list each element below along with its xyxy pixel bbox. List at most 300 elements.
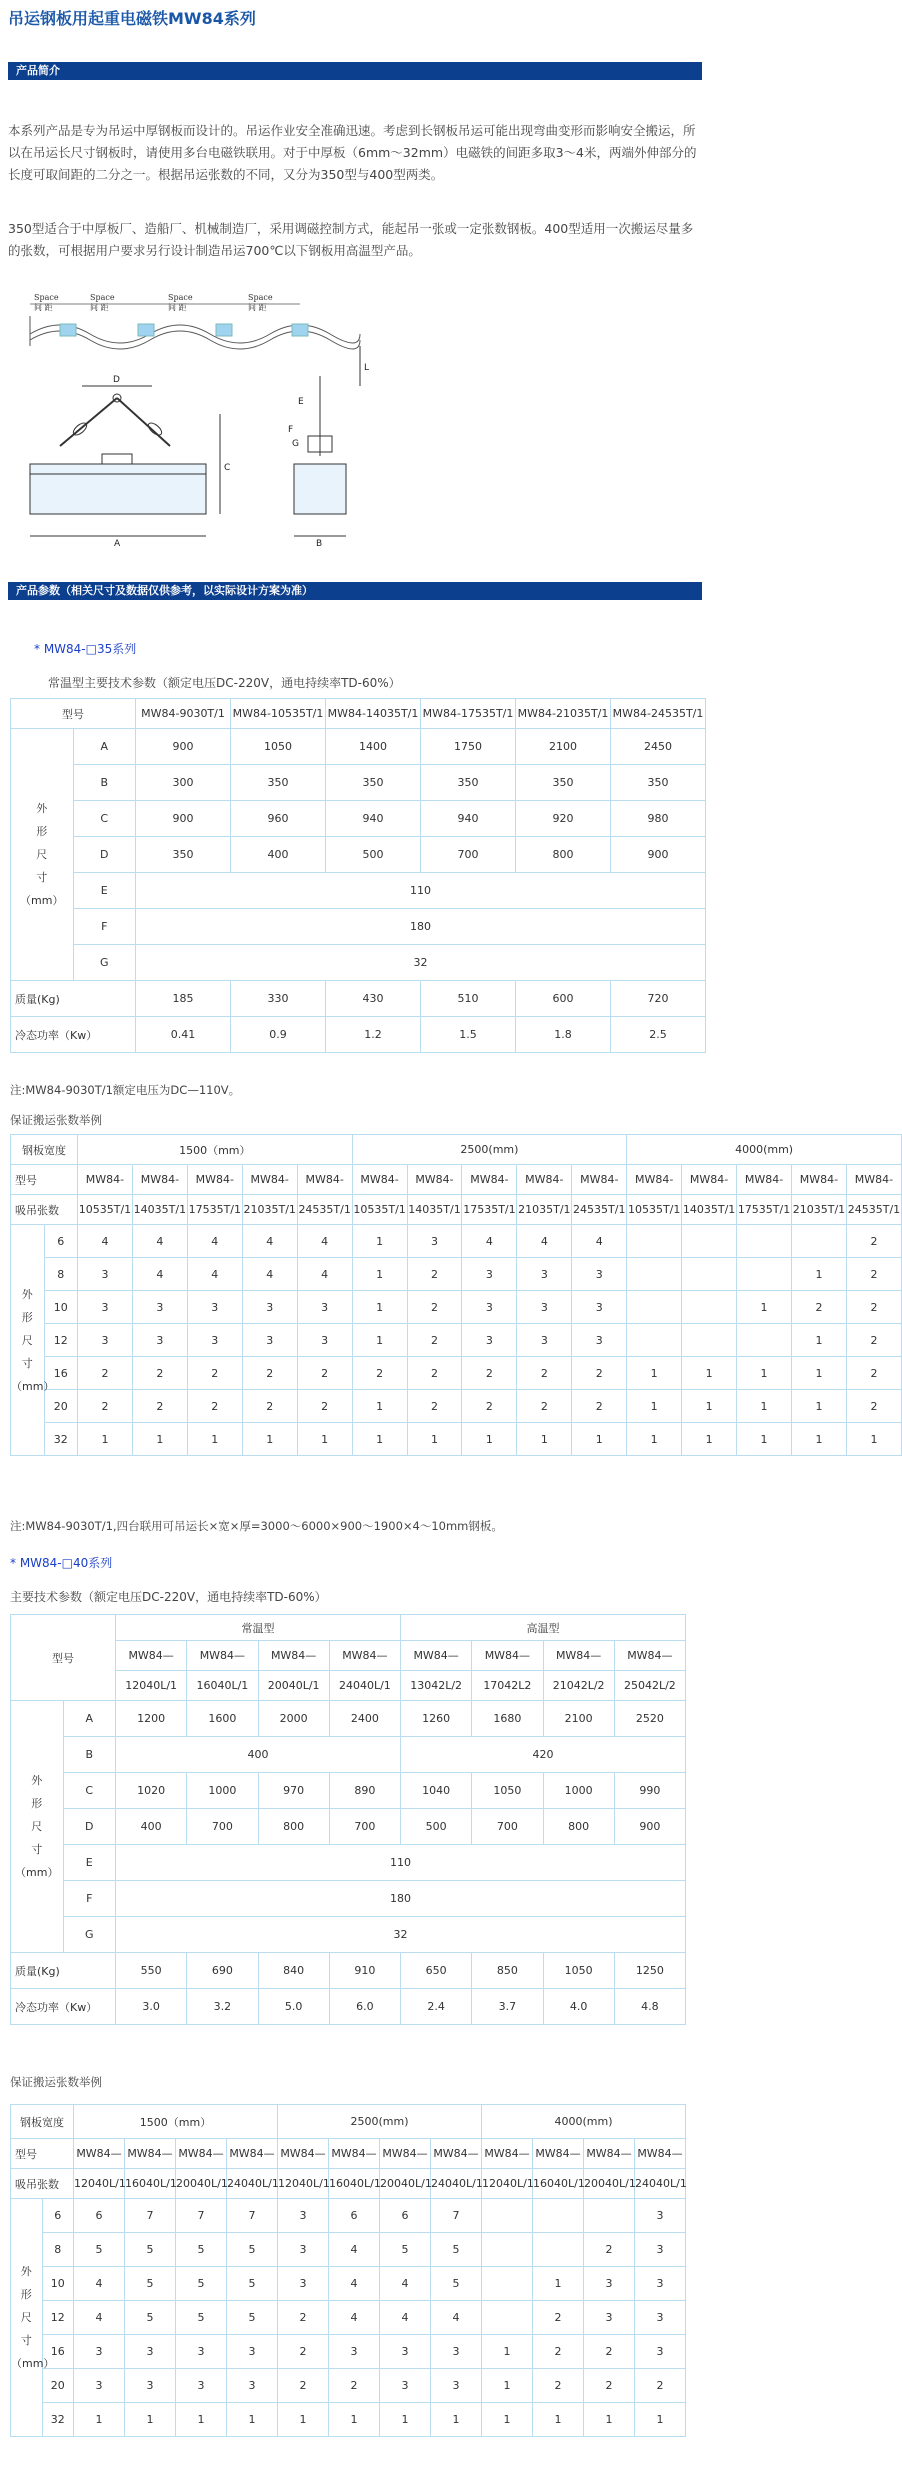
dim-value: 1680: [472, 1701, 543, 1737]
width-header: 1500（mm）: [78, 1135, 353, 1165]
model-name: MW84-14035T/1: [326, 699, 421, 729]
model-bottom: 14035T/1: [132, 1195, 187, 1225]
series-35-subtitle: 常温型主要技术参数（额定电压DC-220V，通电持续率TD-60%）: [48, 676, 401, 690]
model-top: MW84-: [791, 1165, 846, 1195]
lift-count: 3: [187, 1291, 242, 1324]
lift-count: 4: [74, 2301, 125, 2335]
lift-count: [682, 1291, 737, 1324]
model-top: MW84—: [278, 2139, 329, 2169]
model-top: MW84—: [380, 2139, 431, 2169]
lift-count: 4: [74, 2267, 125, 2301]
lift-row: [11, 1423, 902, 1456]
dim-row: [11, 1917, 686, 1953]
lift-count: 1: [352, 1324, 407, 1357]
lift-count: 3: [431, 2335, 482, 2369]
lift-count: 3: [78, 1291, 133, 1324]
width-label: 钢板宽度: [11, 2105, 74, 2139]
dims-label-char: 形: [21, 1310, 33, 1324]
space-cn-1: 间 距: [34, 303, 53, 312]
model-name: MW84-10535T/1: [231, 699, 326, 729]
dim-value: 1600: [187, 1701, 258, 1737]
dims-label-char: 形: [20, 2288, 32, 2301]
space-label-2: Space: [90, 293, 115, 302]
lift-count: [737, 1225, 792, 1258]
dim-value: 1750: [421, 729, 516, 765]
dims-label-char: 外: [20, 2265, 32, 2278]
thickness: 12: [44, 1324, 78, 1357]
lift-count: 2: [791, 1291, 846, 1324]
power-value: 2.4: [401, 1989, 472, 2025]
width-label: 钢板宽度: [11, 1135, 78, 1165]
count-row: [11, 1195, 902, 1225]
lift-count: 3: [278, 2267, 329, 2301]
lift-count: 3: [462, 1324, 517, 1357]
lift-count: [482, 2233, 533, 2267]
model-top: MW84—: [543, 1641, 614, 1671]
dim-value: 32: [116, 1917, 686, 1953]
lift-row: [11, 2335, 686, 2369]
lift-count: 4: [132, 1225, 187, 1258]
dim-value: 2100: [543, 1701, 614, 1737]
model-top: MW84—: [227, 2139, 278, 2169]
lift-count: 2: [846, 1225, 901, 1258]
lift-count: 5: [125, 2233, 176, 2267]
lift-count: 4: [329, 2301, 380, 2335]
lift-count: 3: [635, 2301, 686, 2335]
lift-count: 7: [176, 2199, 227, 2233]
lift-count: 1: [74, 2403, 125, 2437]
model-row: [11, 1165, 902, 1195]
lift-count: [682, 1258, 737, 1291]
dim-value: 400: [116, 1809, 187, 1845]
lift-count: 3: [462, 1258, 517, 1291]
lift-count: 1: [352, 1258, 407, 1291]
dims-label-char: 形: [36, 825, 48, 838]
dim-value: 890: [329, 1773, 400, 1809]
lift-count: 3: [517, 1291, 572, 1324]
lift-count: 5: [431, 2233, 482, 2267]
lift-count: 1: [352, 1291, 407, 1324]
count-row: [11, 2169, 686, 2199]
width-header: 2500(mm): [278, 2105, 482, 2139]
lift-count: 3: [431, 2369, 482, 2403]
lift-count: 4: [572, 1225, 627, 1258]
model-top: MW84—: [258, 1641, 329, 1671]
thickness: 20: [44, 1390, 78, 1423]
dims-label-char: 尺: [20, 2311, 32, 2324]
lift-count: 4: [329, 2233, 380, 2267]
thickness: 10: [44, 1291, 78, 1324]
lift-count: 3: [278, 2233, 329, 2267]
lift-count: 1: [242, 1423, 297, 1456]
dim-value: 800: [516, 837, 611, 873]
mass-value: 600: [516, 981, 611, 1017]
lift-count: 2: [78, 1390, 133, 1423]
dim-row: [11, 1737, 686, 1773]
lift-count: [482, 2301, 533, 2335]
lift-count: 1: [431, 2403, 482, 2437]
lift-count: 3: [227, 2369, 278, 2403]
dims-label-char: （mm）: [20, 894, 64, 907]
width-row: [11, 1135, 902, 1165]
thickness: 16: [42, 2335, 74, 2369]
series-35-lift-note: 注:MW84-9030T/1,四台联用可吊运长×宽×厚=3000～6000×900～1900×4～10mm钢板。: [10, 1519, 503, 1533]
dim-key: C: [63, 1773, 116, 1809]
lift-count: 7: [125, 2199, 176, 2233]
lift-count: 3: [635, 2267, 686, 2301]
mass-row: [11, 1953, 686, 1989]
lift-count: [682, 1225, 737, 1258]
lift-count: 1: [482, 2335, 533, 2369]
lift-row: [11, 2267, 686, 2301]
dim-key: G: [73, 945, 136, 981]
lift-count: 2: [635, 2369, 686, 2403]
group-row: [11, 1615, 686, 1641]
lift-count: 2: [572, 1390, 627, 1423]
lift-count: 5: [125, 2267, 176, 2301]
lift-count: 1: [627, 1357, 682, 1390]
lift-count: 6: [329, 2199, 380, 2233]
mass-value: 690: [187, 1953, 258, 1989]
mass-value: 510: [421, 981, 516, 1017]
model-bottom: 10535T/1: [78, 1195, 133, 1225]
lift-count: 6: [380, 2199, 431, 2233]
lift-count: 2: [329, 2369, 380, 2403]
lift-count: 1: [352, 1225, 407, 1258]
dim-value: 2100: [516, 729, 611, 765]
model-top: MW84-: [242, 1165, 297, 1195]
power-label: 冷态功率（Kw）: [11, 1989, 116, 2025]
lift-count: 1: [278, 2403, 329, 2437]
dims-label-char: 外: [31, 1774, 43, 1787]
model-top: MW84—: [614, 1641, 685, 1671]
power-value: 1.2: [326, 1017, 421, 1053]
dims-label: [11, 1225, 55, 1456]
dim-value: 1000: [543, 1773, 614, 1809]
lift-count: 3: [242, 1324, 297, 1357]
dim-value: 960: [231, 801, 326, 837]
model-bottom: 21042L/2: [543, 1671, 614, 1701]
lift-count: 3: [572, 1258, 627, 1291]
lift-count: 2: [278, 2335, 329, 2369]
model-bottom: 12040L/1: [482, 2169, 533, 2199]
model-bottom: 16040L/1: [125, 2169, 176, 2199]
lift-count: 2: [352, 1357, 407, 1390]
dim-key: D: [63, 1809, 116, 1845]
lift-count: 3: [329, 2335, 380, 2369]
page-title: 吊运钢板用起重电磁铁MW84系列: [8, 9, 256, 28]
power-value: 4.0: [543, 1989, 614, 2025]
lift-count: 2: [533, 2335, 584, 2369]
group-high: 高温型: [401, 1615, 686, 1641]
lift-count: 3: [380, 2369, 431, 2403]
lift-count: 1: [187, 1423, 242, 1456]
dims-label-char: 形: [31, 1797, 43, 1810]
lift-row: [11, 1390, 902, 1423]
lift-count: 2: [407, 1258, 462, 1291]
dim-value: 1260: [401, 1701, 472, 1737]
thickness: 8: [44, 1258, 78, 1291]
width-header: 4000(mm): [482, 2105, 686, 2139]
power-value: 5.0: [258, 1989, 329, 2025]
lift-count: 1: [737, 1423, 792, 1456]
lift-count: 1: [791, 1423, 846, 1456]
dims-label-char: （mm）: [11, 2357, 55, 2370]
power-value: 3.7: [472, 1989, 543, 2025]
lift-count: [737, 1324, 792, 1357]
width-header: 4000(mm): [627, 1135, 902, 1165]
dim-label-c: C: [224, 463, 231, 473]
model-bottom: 16040L/1: [187, 1671, 258, 1701]
mass-row: [11, 981, 706, 1017]
lift-count: 6: [74, 2199, 125, 2233]
lift-count: 3: [74, 2335, 125, 2369]
thickness: 6: [44, 1225, 78, 1258]
width-header: 1500（mm）: [74, 2105, 278, 2139]
model-top: MW84—: [125, 2139, 176, 2169]
lift-count: 4: [329, 2267, 380, 2301]
lift-count: 2: [278, 2369, 329, 2403]
model-top: MW84—: [584, 2139, 635, 2169]
lift-count: 2: [132, 1390, 187, 1423]
dim-value: 350: [231, 765, 326, 801]
dim-value: 2520: [614, 1701, 685, 1737]
model-top: MW84-: [846, 1165, 901, 1195]
model-top: MW84-: [352, 1165, 407, 1195]
dim-label-b: B: [316, 539, 323, 549]
model-bottom: 20040L/1: [380, 2169, 431, 2199]
dim-value: 420: [401, 1737, 686, 1773]
dim-value: 1050: [472, 1773, 543, 1809]
dims-label-char: 尺: [36, 848, 48, 861]
dim-value: 900: [136, 801, 231, 837]
lift-count: 3: [517, 1258, 572, 1291]
dims-label-char: 尺: [21, 1333, 33, 1347]
dim-value: 900: [136, 729, 231, 765]
series-40-lift-table: [10, 2104, 686, 2437]
model-top: MW84-: [297, 1165, 352, 1195]
mass-value: 1250: [614, 1953, 685, 1989]
dims-label-char: 尺: [31, 1820, 43, 1833]
dim-value: 700: [472, 1809, 543, 1845]
lift-count: 1: [533, 2403, 584, 2437]
lift-count: 5: [125, 2301, 176, 2335]
dims-label-char: 寸: [36, 871, 48, 884]
model-top: MW84—: [401, 1641, 472, 1671]
lift-count: 1: [627, 1390, 682, 1423]
dim-row: [11, 1881, 686, 1917]
lift-count: [482, 2199, 533, 2233]
lift-count: 3: [635, 2199, 686, 2233]
lift-count: 3: [132, 1291, 187, 1324]
dims-label: [11, 2199, 55, 2437]
dim-key: B: [73, 765, 136, 801]
lift-count: 2: [407, 1324, 462, 1357]
model-bottom: 21035T/1: [517, 1195, 572, 1225]
lift-count: 1: [482, 2369, 533, 2403]
model-top: MW84-: [627, 1165, 682, 1195]
dims-label-char: 寸: [21, 1356, 33, 1370]
dim-value: 1000: [187, 1773, 258, 1809]
model-top: MW84-: [78, 1165, 133, 1195]
series-35-title: * MW84-□35系列: [34, 642, 137, 656]
lift-count: 3: [187, 1324, 242, 1357]
mass-value: 840: [258, 1953, 329, 1989]
dim-key: A: [73, 729, 136, 765]
dim-label-a: A: [114, 539, 121, 549]
mass-value: 850: [472, 1953, 543, 1989]
dims-label-char: （mm）: [15, 1866, 59, 1879]
dim-key: E: [63, 1845, 116, 1881]
dim-key: A: [63, 1701, 116, 1737]
lift-count: 3: [517, 1324, 572, 1357]
lift-count: [627, 1291, 682, 1324]
lift-count: 4: [462, 1225, 517, 1258]
lift-count: 7: [227, 2199, 278, 2233]
intro-paragraph-1: 本系列产品是专为吊运中厚钢板而设计的。吊运作业安全准确迅速。考虑到长钢板吊运可能出现弯曲变形而影响安全搬运，所以在吊运长尺寸钢板时，请使用多台电磁铁联用。对于中厚板（6mm～32mm）电磁铁的间距多取3～4米，两端外伸部分的长度可取间距的二分之一。根据吊运张数的不同，又分为350型与400型两类。: [8, 123, 697, 182]
model-bottom: 16040L/1: [329, 2169, 380, 2199]
lift-count: 2: [407, 1357, 462, 1390]
model-label: 型号: [11, 2139, 74, 2169]
lift-count: 2: [278, 2301, 329, 2335]
dim-value: 900: [614, 1809, 685, 1845]
lift-count: 1: [846, 1423, 901, 1456]
dim-row: [11, 1845, 686, 1881]
lift-count: 1: [380, 2403, 431, 2437]
series-35-lift-table: [10, 1134, 902, 1456]
lift-count: 1: [227, 2403, 278, 2437]
dim-value: 400: [231, 837, 326, 873]
lift-count: 3: [584, 2267, 635, 2301]
lift-count: 2: [572, 1357, 627, 1390]
dim-row: [11, 1701, 686, 1737]
thickness: 8: [42, 2233, 74, 2267]
lift-row: [11, 1291, 902, 1324]
power-value: 1.8: [516, 1017, 611, 1053]
lift-count: 4: [297, 1225, 352, 1258]
dim-value: 940: [421, 801, 516, 837]
dim-value: 400: [116, 1737, 401, 1773]
power-value: 3.0: [116, 1989, 187, 2025]
model-label: 型号: [11, 1615, 116, 1701]
lift-count: 3: [78, 1258, 133, 1291]
dim-value: 700: [421, 837, 516, 873]
series-40-spec-table: [10, 1614, 686, 2025]
dim-row: [11, 1773, 686, 1809]
model-top: MW84—: [635, 2139, 686, 2169]
lift-count: 2: [187, 1390, 242, 1423]
dim-value: 700: [187, 1809, 258, 1845]
lift-count: 5: [176, 2233, 227, 2267]
space-label-1: Space: [34, 293, 59, 302]
model-top: MW84-: [682, 1165, 737, 1195]
intro-paragraph-2: 350型适合于中厚板厂、造船厂、机械制造厂，采用调磁控制方式，能起吊一张或一定张数钢板。400型适用一次搬运尽量多的张数，可根据用户要求另行设计制造吊运700℃以下钢板用高温型产品。: [8, 221, 694, 258]
lift-count: [627, 1225, 682, 1258]
dim-label-g: G: [292, 439, 299, 449]
dim-value: 700: [329, 1809, 400, 1845]
lift-count: 5: [176, 2267, 227, 2301]
dim-label-f: F: [288, 425, 294, 435]
model-bottom: 20040L/1: [176, 2169, 227, 2199]
thickness: 20: [42, 2369, 74, 2403]
lift-row: [11, 1324, 902, 1357]
mass-value: 430: [326, 981, 421, 1017]
dim-key: F: [63, 1881, 116, 1917]
group-normal: 常温型: [116, 1615, 401, 1641]
model-top: MW84—: [329, 1641, 400, 1671]
dim-value: 920: [516, 801, 611, 837]
lift-count: 1: [297, 1423, 352, 1456]
series-40-lift-title: 保证搬运张数举例: [10, 2075, 102, 2089]
lift-count: 2: [462, 1390, 517, 1423]
thickness: 32: [44, 1423, 78, 1456]
lift-count: 3: [407, 1225, 462, 1258]
lift-count: 1: [407, 1423, 462, 1456]
lift-count: [791, 1225, 846, 1258]
dim-value: 350: [136, 837, 231, 873]
lift-count: 4: [187, 1258, 242, 1291]
model-bottom: 16040L/1: [533, 2169, 584, 2199]
lift-count: 2: [846, 1390, 901, 1423]
lift-row: [11, 2233, 686, 2267]
lift-count: 4: [242, 1258, 297, 1291]
space-label-3: Space: [168, 293, 193, 302]
model-bottom: 13042L/2: [401, 1671, 472, 1701]
dims-label-char: 外: [21, 1287, 33, 1301]
lift-count: 1: [791, 1357, 846, 1390]
power-value: 4.8: [614, 1989, 685, 2025]
lift-count: [533, 2199, 584, 2233]
mass-value: 550: [116, 1953, 187, 1989]
lift-count: 1: [482, 2403, 533, 2437]
lift-count: 1: [584, 2403, 635, 2437]
lift-count: 3: [297, 1291, 352, 1324]
power-value: 3.2: [187, 1989, 258, 2025]
dim-value: 980: [611, 801, 706, 837]
lift-row: [11, 2199, 686, 2233]
model-top: MW84-: [737, 1165, 792, 1195]
lift-count: 1: [737, 1291, 792, 1324]
power-value: 0.41: [136, 1017, 231, 1053]
width-header: 2500(mm): [352, 1135, 627, 1165]
model-top: MW84—: [472, 1641, 543, 1671]
model-top: MW84—: [482, 2139, 533, 2169]
model-bottom: 10535T/1: [627, 1195, 682, 1225]
model-bottom: 14035T/1: [682, 1195, 737, 1225]
model-top: MW84—: [329, 2139, 380, 2169]
power-row: [11, 1989, 686, 2025]
lift-count: 7: [431, 2199, 482, 2233]
dim-value: 500: [401, 1809, 472, 1845]
lift-count: 3: [584, 2301, 635, 2335]
dim-value: 350: [326, 765, 421, 801]
model-bottom: 24535T/1: [846, 1195, 901, 1225]
lift-count: 2: [407, 1291, 462, 1324]
lift-row: [11, 2369, 686, 2403]
space-label-4: Space: [248, 293, 273, 302]
dim-row: [11, 873, 706, 909]
model-bottom: 17042L2: [472, 1671, 543, 1701]
lift-count: 2: [584, 2369, 635, 2403]
lift-count: 4: [187, 1225, 242, 1258]
lift-count: 2: [533, 2301, 584, 2335]
model-bottom: 24535T/1: [572, 1195, 627, 1225]
lift-count: 3: [125, 2369, 176, 2403]
model-row: [11, 2139, 686, 2169]
dim-value: 1050: [231, 729, 326, 765]
model-bottom: 21035T/1: [791, 1195, 846, 1225]
lift-row: [11, 2301, 686, 2335]
